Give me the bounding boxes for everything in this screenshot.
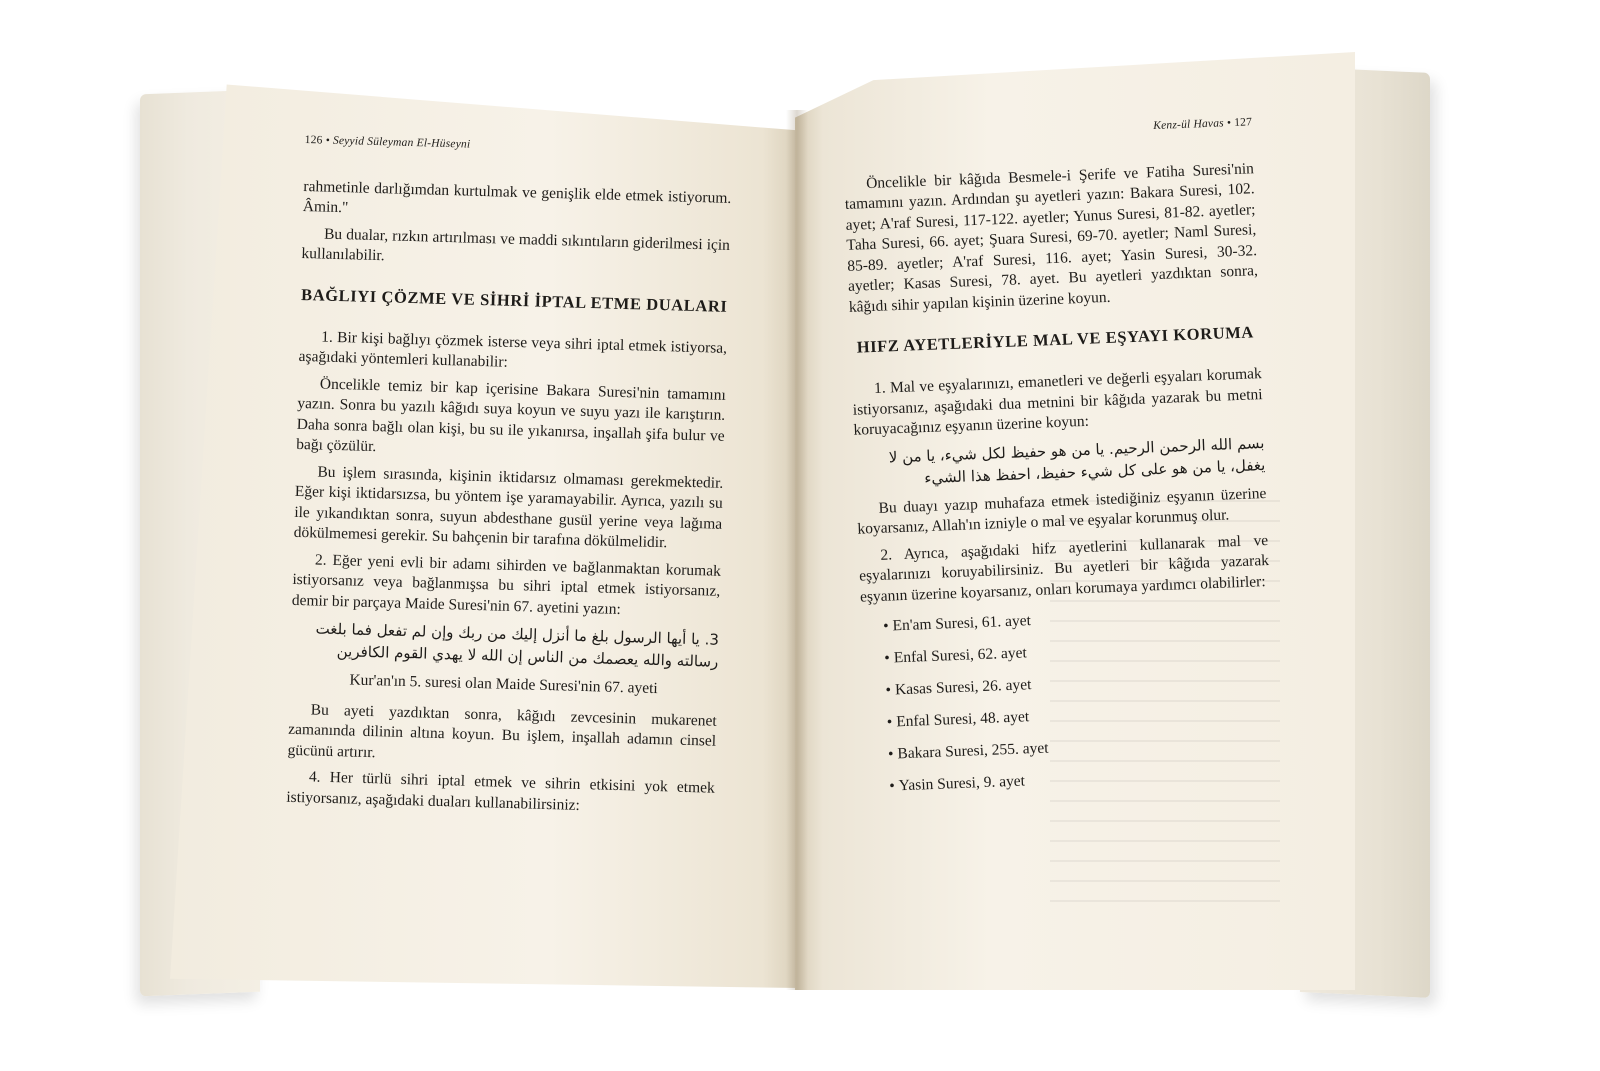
running-head-bullet: • (1226, 116, 1235, 130)
book-gutter (786, 110, 808, 990)
paragraph: Öncelikle bir kâğıda Besmele-i Şerife ve Fatiha Suresi'nin tamamını yazın. Ardından şu ayetleri yazın: Bakara Suresi, 102. ayet; A'raf Suresi, 117-122. ayetler; Yunus Suresi, 81-82. ayetler; Taha Suresi, 66. ayet; Şuara Suresi, 69-70. ayetler; Naml Suresi, 85-89. ayetler; A'raf Suresi, 116. ayet; Yasin Suresi, 30-32. ayetler; Kasas Suresi, 78. ayet. Bu ayetleri yazdıktan sonra, kâğıdı sihir yapılan kişinin üzerine koyun. (844, 159, 1259, 316)
paragraph: rahmetinle darlığımdan kurtulmak ve genişlik elde etmek istiyorum. Âmin." (302, 177, 732, 217)
list-item: • Yasin Suresi, 9. ayet (889, 762, 1277, 797)
verse-list (883, 602, 1278, 797)
right-running-head-title: Kenz-ül Havas (1153, 117, 1225, 133)
arabic-verse: 3. يا أيها الرسول بلغ ما أنزل إليك من ربك وإن لم تفعل فما بلغت رسالته والله يعصمك من الناس إن الله لا يهدي القوم الكافرين (315, 619, 720, 671)
section-heading: HIFZ AYETLERİYLE MAL VE EŞYAYI KORUMA (856, 322, 1255, 357)
running-head-bullet: • (325, 134, 334, 147)
list-item: • En'am Suresi, 61. ayet (883, 602, 1271, 637)
paragraph: Öncelikle temiz bir kap içerisine Bakara Suresi'nin tamamını yazın. Sonra bu yazılı kâğıdı suya koyun ve suyu yazı ile karıştırın. Daha sonra bağlı olan kişi, bu su ile yıkanırsa, inşallah şifa bulur ve bağı çözülür. (295, 375, 727, 456)
paragraph: 1. Mal ve eşyalarınızı, emanetleri ve değerli eşyaları korumak istiyorsanız, aşağıdaki dua metnini bir kâğıda yazarak bu metni koruyacağınız eşyanın üzerine koyun: (852, 365, 1263, 439)
paragraph: Bu ayeti yazdıktan sonra, kâğıdı zevcesinin mukarenet zamanında dilinin altına koyun. Bu işlem, inşallah adamın cinsel gücünü artırır. (287, 700, 717, 761)
right-page-number: 127 (1234, 116, 1253, 129)
verse-caption: Kur'an'ın 5. suresi olan Maide Suresi'nin 67. ayeti (349, 671, 658, 698)
paragraph: Bu işlem sırasında, kişinin iktidarsız olmaması gerekmektedir. Eğer kişi iktidarsızsa, bu yöntem işe yaramayabilir. Ayrıca, yazılı su ile yıkandıktan sonra, suyun abdesthane gusül yerine veya lağıma dökülmemesi gerekir. Su bahçenin bir tarafına dökülmelidir. (293, 462, 724, 552)
right-page-text (842, 112, 1278, 809)
list-item: • Kasas Suresi, 26. ayet (885, 666, 1273, 701)
paragraph: 2. Ayrıca, aşağıdaki hifz ayetlerini kullanarak mal ve eşyalarınızı koruyabilirsiniz. Bu ayetleri bir kâğıda yazarak eşyanın üzerine koyarsanız, onları korumaya yardımcı olabilirler: (858, 531, 1270, 606)
left-running-head-title: Seyyid Süleyman El-Hüseyni (332, 134, 471, 151)
left-page-text (286, 130, 733, 826)
paragraph: 2. Eğer yeni evli bir adamı sihirden ve bağlanmaktan korumak istiyorsanız veya bağlanmışsa bu sihri iptal etmek istiyorsanız, demir bir parçaya Maide Suresi'nin 67. ayetini yazın: (291, 550, 722, 618)
section-heading: BAĞLIYI ÇÖZME VE SİHRİ İPTAL ETME DUALARI (300, 284, 728, 316)
arabic-dua: بسم الله الرحمن الرحيم. يا من هو حفيظ لكل شيء، يا من لا يغفل، يا من هو على كل شيء حفيظ، احفظ هذا الشيء (888, 433, 1266, 487)
left-page-number: 126 (304, 133, 323, 147)
paragraph: 1. Bir kişi bağlıyı çözmek isterse veya sihri iptal etmek istiyorsa, aşağıdaki yöntemleri kullanabilir: (298, 328, 728, 371)
paragraph: Bu dualar, rızkın artırılması ve maddi sıkıntıların giderilmesi için kullanılabilir. (301, 225, 731, 265)
list-item: • Enfal Suresi, 48. ayet (886, 698, 1274, 733)
list-item: • Bakara Suresi, 255. ayet (888, 730, 1276, 765)
list-item: • Enfal Suresi, 62. ayet (884, 634, 1272, 669)
paragraph: 4. Her türlü sihri iptal etmek ve sihrin etkisini yok etmek istiyorsanız, aşağıdaki duaları kullanabilirsiniz: (286, 768, 716, 814)
paragraph: Bu duayı yazıp muhafaza etmek istediğiniz eşyanın üzerine koyarsanız, Allah'ın izniyle o mal ve eşyalar korunmuş olur. (857, 484, 1267, 538)
